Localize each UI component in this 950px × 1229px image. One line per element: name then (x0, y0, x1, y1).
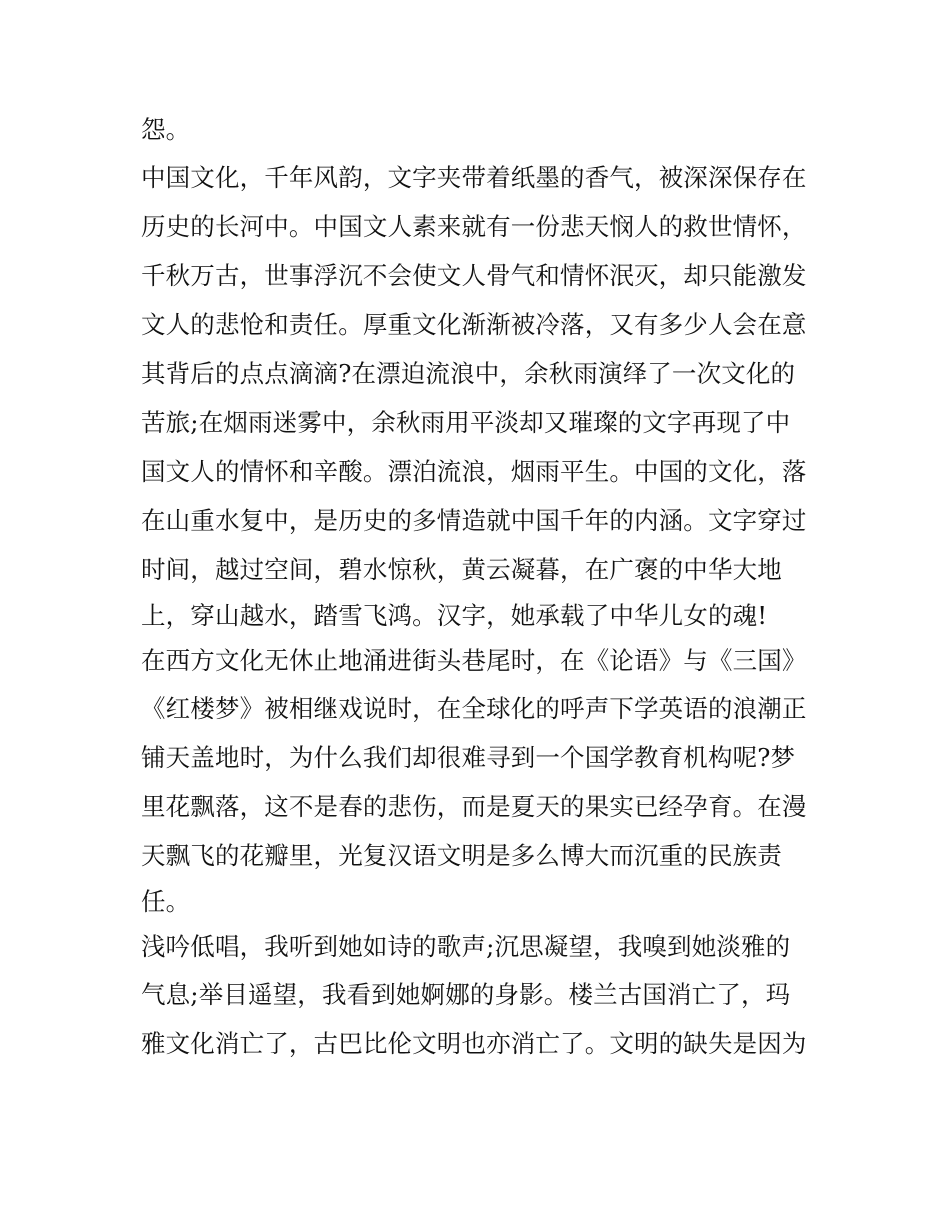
text-line: 任。 (141, 887, 191, 916)
text-line: 雅文化消亡了，古巴比伦文明也亦消亡了。文明的缺失是因为 (141, 1029, 807, 1058)
text-line: 中国文化，千年风韵，文字夹带着纸墨的香气，被深深保存在 (141, 163, 807, 192)
text-line: 其背后的点点滴滴?在漂迫流浪中，余秋雨演绎了一次文化的 (141, 359, 796, 388)
text-line: 怨。 (141, 115, 191, 144)
text-line: 上，穿山越水，踏雪飞鸿。汉字，她承载了中华儿女的魂! (141, 601, 768, 630)
text-line: 在山重水复中，是历史的多情造就中国千年的内涵。文字穿过 (141, 506, 807, 535)
text-line: 国文人的情怀和辛酸。漂泊流浪，烟雨平生。中国的文化，落 (141, 457, 807, 486)
text-line: 铺天盖地时，为什么我们却很难寻到一个国学教育机构呢?梦 (141, 743, 796, 772)
text-line: 里花飘落，这不是春的悲伤，而是夏天的果实已经孕育。在漫 (141, 792, 807, 821)
text-line: 历史的长河中。中国文人素来就有一份悲天悯人的救世情怀， (141, 212, 807, 241)
text-line: 《红楼梦》被相继戏说时，在全球化的呼声下学英语的浪潮正 (141, 694, 807, 723)
text-line: 气息;举目遥望，我看到她婀娜的身影。楼兰古国消亡了，玛 (141, 980, 791, 1009)
body-text (141, 107, 821, 1068)
text-line: 时间，越过空间，碧水惊秋，黄云凝暮，在广褒的中华大地 (141, 555, 782, 584)
text-line: 苦旅;在烟雨迷雾中，余秋雨用平淡却又璀璨的文字再现了中 (141, 408, 791, 437)
text-line: 天飘飞的花瓣里，光复汉语文明是多么博大而沉重的民族责 (141, 841, 782, 870)
text-line: 千秋万古，世事浮沉不会使文人骨气和情怀泯灭，却只能激发 (141, 261, 807, 290)
text-line: 文人的悲怆和责任。厚重文化渐渐被冷落，又有多少人会在意 (141, 310, 807, 339)
text-line: 在西方文化无休止地涌进街头巷尾时，在《论语》与《三国》 (141, 646, 807, 675)
text-line: 浅吟低唱，我听到她如诗的歌声;沉思凝望，我嗅到她淡雅的 (141, 932, 791, 961)
